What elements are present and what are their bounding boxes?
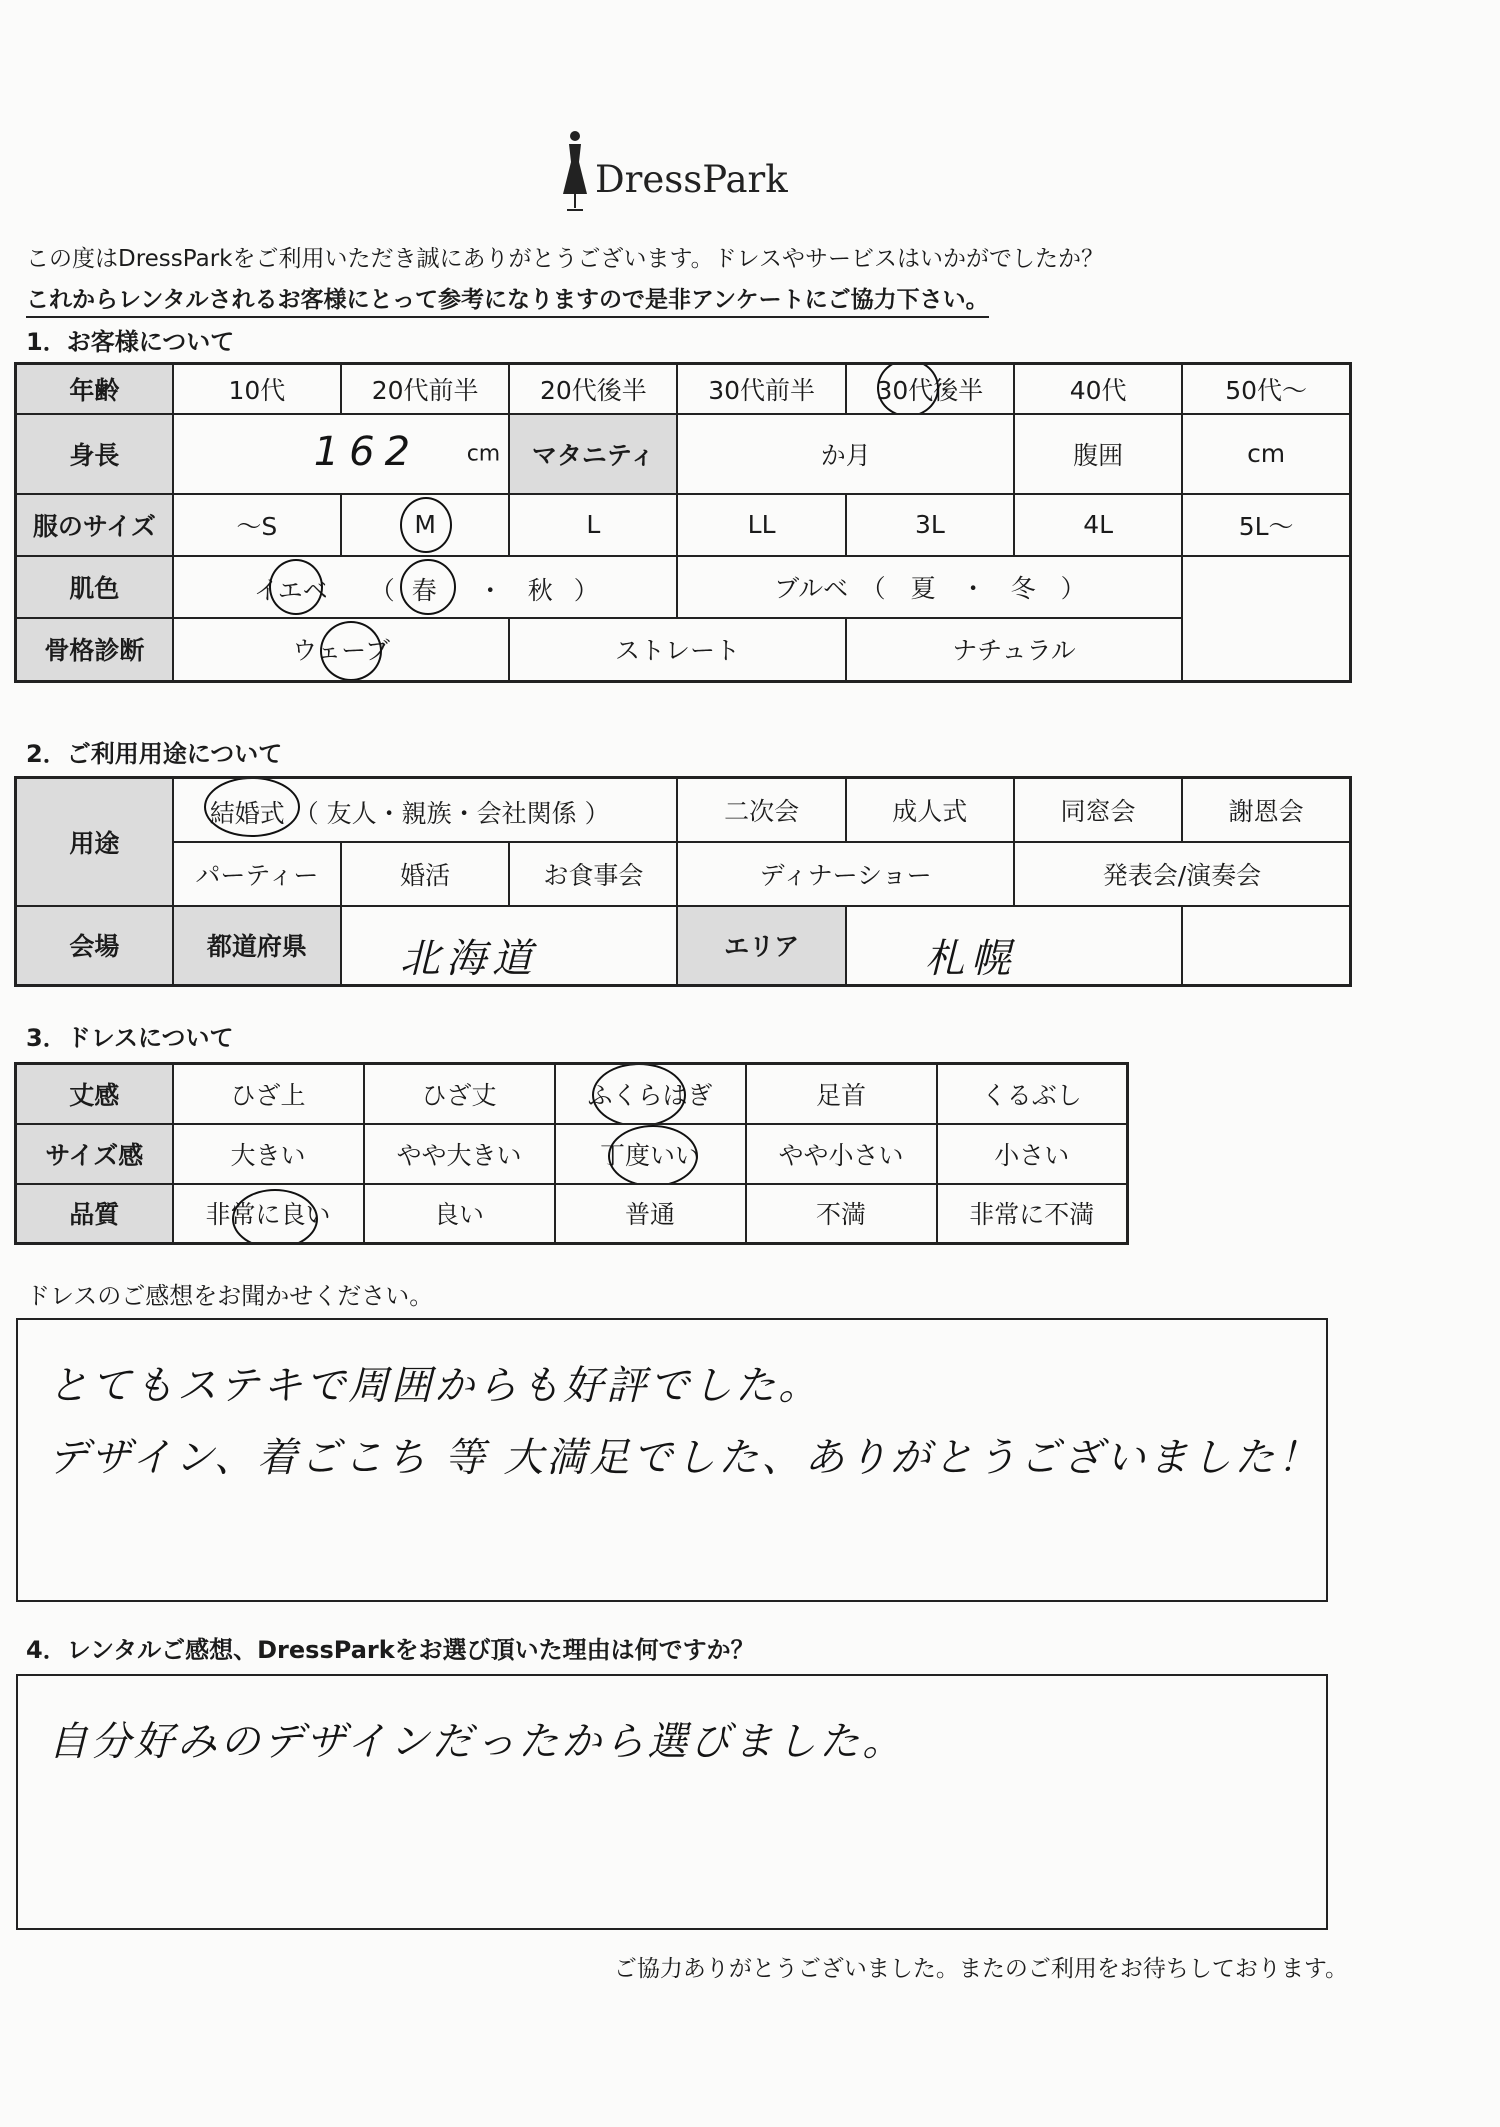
fit-option[interactable]: やや小さい bbox=[746, 1124, 937, 1184]
age-option-selected[interactable] bbox=[846, 364, 1014, 414]
size-option[interactable]: 4L bbox=[1014, 494, 1182, 556]
prefecture-label: 都道府県 bbox=[173, 906, 341, 986]
wedding-label: 結婚式 bbox=[209, 799, 285, 828]
usage-option[interactable]: 同窓会 bbox=[1014, 778, 1182, 842]
skeleton-option-label: ウェーブ bbox=[292, 636, 390, 666]
skin-label: 肌色 bbox=[16, 556, 173, 618]
quality-option[interactable]: 普通 bbox=[555, 1184, 746, 1244]
waist-unit[interactable]: cm bbox=[1182, 414, 1350, 494]
usage-option[interactable]: 婚活 bbox=[341, 842, 509, 906]
area-label: エリア bbox=[677, 906, 845, 986]
height-field[interactable] bbox=[173, 414, 510, 494]
length-label: 丈感 bbox=[16, 1064, 173, 1124]
usage-option[interactable]: 成人式 bbox=[846, 778, 1014, 842]
blank-cell bbox=[1182, 618, 1350, 682]
customer-table bbox=[14, 362, 1352, 683]
age-option[interactable]: 20代後半 bbox=[509, 364, 677, 414]
size-option[interactable]: ～S bbox=[173, 494, 341, 556]
fit-option-selected[interactable] bbox=[555, 1124, 746, 1184]
skin-blue-option[interactable]: ブルベ （ 夏 ・ 冬 ） bbox=[677, 556, 1182, 618]
skeleton-option[interactable]: ストレート bbox=[509, 618, 846, 682]
fit-label: サイズ感 bbox=[16, 1124, 173, 1184]
fit-option-label: 丁度いい bbox=[599, 1140, 700, 1170]
age-option-label: 30代後半 bbox=[876, 375, 984, 405]
dress-comment-prompt: ドレスのご感想をお聞かせください。 bbox=[26, 1282, 434, 1310]
age-option[interactable]: 40代 bbox=[1014, 364, 1182, 414]
fit-option[interactable]: 小さい bbox=[937, 1124, 1128, 1184]
height-label: 身長 bbox=[16, 414, 173, 494]
prefecture-field[interactable] bbox=[341, 906, 678, 986]
usage-option[interactable]: 発表会/演奏会 bbox=[1014, 842, 1351, 906]
skin-spring: 春 bbox=[411, 575, 437, 605]
length-option[interactable]: くるぶし bbox=[937, 1064, 1128, 1124]
size-option[interactable]: LL bbox=[677, 494, 845, 556]
quality-row bbox=[16, 1184, 1128, 1244]
length-option-label: ふくらはぎ bbox=[587, 1080, 713, 1110]
height-row bbox=[16, 414, 1351, 494]
usage-option[interactable]: パーティー bbox=[173, 842, 341, 906]
paren-close: ） bbox=[573, 575, 599, 605]
size-row bbox=[16, 494, 1351, 556]
size-option-selected[interactable] bbox=[341, 494, 509, 556]
size-option[interactable]: 5L～ bbox=[1182, 494, 1350, 556]
size-option[interactable]: 3L bbox=[846, 494, 1014, 556]
skeleton-label: 骨格診断 bbox=[16, 618, 173, 682]
quality-option[interactable]: 非常に不満 bbox=[937, 1184, 1128, 1244]
venue-row bbox=[16, 906, 1351, 986]
area-value: 札幌 bbox=[924, 935, 1017, 982]
comment-line-2: デザイン、着ごこち 等 大満足でした、ありがとうございました！ bbox=[48, 1435, 1321, 1481]
area-field[interactable] bbox=[846, 906, 1182, 986]
dot: ・ bbox=[477, 575, 503, 605]
quality-option[interactable]: 不満 bbox=[746, 1184, 937, 1244]
usage-option[interactable]: お食事会 bbox=[509, 842, 677, 906]
reason-answer-box[interactable] bbox=[16, 1674, 1328, 1930]
purpose-label: 用途 bbox=[16, 778, 173, 906]
skin-yellow: イエベ bbox=[253, 575, 328, 605]
size-option-label: M bbox=[414, 510, 436, 539]
fit-option[interactable]: やや大きい bbox=[364, 1124, 555, 1184]
age-option[interactable]: 30代前半 bbox=[677, 364, 845, 414]
length-option[interactable]: ひざ丈 bbox=[364, 1064, 555, 1124]
length-option[interactable]: 足首 bbox=[746, 1064, 937, 1124]
usage-row-1 bbox=[16, 778, 1351, 842]
quality-option-selected[interactable] bbox=[173, 1184, 364, 1244]
age-label: 年齢 bbox=[16, 364, 173, 414]
usage-option[interactable]: 二次会 bbox=[677, 778, 845, 842]
skin-yellow-option[interactable] bbox=[173, 556, 678, 618]
venue-label: 会場 bbox=[16, 906, 173, 986]
quality-label: 品質 bbox=[16, 1184, 173, 1244]
dress-comment-box[interactable] bbox=[16, 1318, 1328, 1602]
prefecture-value: 北海道 bbox=[399, 935, 538, 982]
skin-autumn: 秋 bbox=[527, 575, 553, 605]
size-label: 服のサイズ bbox=[16, 494, 173, 556]
footer-thanks: ご協力ありがとうございました。またのご利用をお待ちしております。 bbox=[613, 1956, 1348, 1982]
usage-option[interactable]: ディナーショー bbox=[677, 842, 1013, 906]
intro-line-1: この度はDressParkをご利用いただき誠にありがとうございます。ドレスやサービスはいかがでしたか？ bbox=[26, 246, 1104, 272]
usage-row-2 bbox=[16, 842, 1351, 906]
age-row bbox=[16, 364, 1351, 414]
section1-title: 1．お客様について bbox=[26, 328, 235, 356]
wedding-detail: （ 友人・親族・会社関係 ） bbox=[293, 799, 610, 828]
paren-open: （ bbox=[369, 575, 395, 605]
blank-cell bbox=[1182, 906, 1350, 986]
length-option-selected[interactable] bbox=[555, 1064, 746, 1124]
skeleton-option-selected[interactable] bbox=[173, 618, 510, 682]
age-option[interactable]: 20代前半 bbox=[341, 364, 509, 414]
section3-title: 3．ドレスについて bbox=[26, 1024, 234, 1052]
dress-mannequin-icon bbox=[560, 128, 590, 218]
logo-text: DressPark bbox=[595, 158, 788, 201]
reason-answer: 自分好みのデザインだったから選びました。 bbox=[48, 1719, 906, 1765]
wedding-option-selected[interactable] bbox=[173, 778, 678, 842]
comment-line-1: とてもステキで周囲からも好評でした。 bbox=[48, 1363, 822, 1409]
size-option[interactable]: L bbox=[509, 494, 677, 556]
age-option[interactable]: 50代～ bbox=[1182, 364, 1350, 414]
maternity-months[interactable]: か月 bbox=[677, 414, 1014, 494]
fit-option[interactable]: 大きい bbox=[173, 1124, 364, 1184]
quality-option-label: 非常に良い bbox=[205, 1200, 331, 1230]
height-value: 162 bbox=[313, 428, 421, 475]
maternity-label: マタニティ bbox=[509, 414, 677, 494]
section2-title: 2．ご利用用途について bbox=[26, 740, 283, 768]
quality-option[interactable]: 良い bbox=[364, 1184, 555, 1244]
usage-option[interactable]: 謝恩会 bbox=[1182, 778, 1350, 842]
waist-label: 腹囲 bbox=[1014, 414, 1182, 494]
height-unit: cm bbox=[466, 441, 501, 466]
skin-row bbox=[16, 556, 1351, 618]
skeleton-row bbox=[16, 618, 1351, 682]
length-row bbox=[16, 1064, 1128, 1124]
skeleton-option[interactable]: ナチュラル bbox=[846, 618, 1183, 682]
blank-cell bbox=[1182, 556, 1350, 618]
age-option[interactable]: 10代 bbox=[173, 364, 341, 414]
usage-table bbox=[14, 776, 1352, 987]
dress-table bbox=[14, 1062, 1129, 1245]
section4-title: 4．レンタルご感想、DressParkをお選び頂いた理由は何ですか？ bbox=[26, 1636, 755, 1664]
dresspark-logo bbox=[560, 128, 800, 218]
intro-line-2: これからレンタルされるお客様にとって参考になりますので是非アンケートにご協力下さい。 bbox=[26, 281, 989, 318]
length-option[interactable]: ひざ上 bbox=[173, 1064, 364, 1124]
fit-row bbox=[16, 1124, 1128, 1184]
